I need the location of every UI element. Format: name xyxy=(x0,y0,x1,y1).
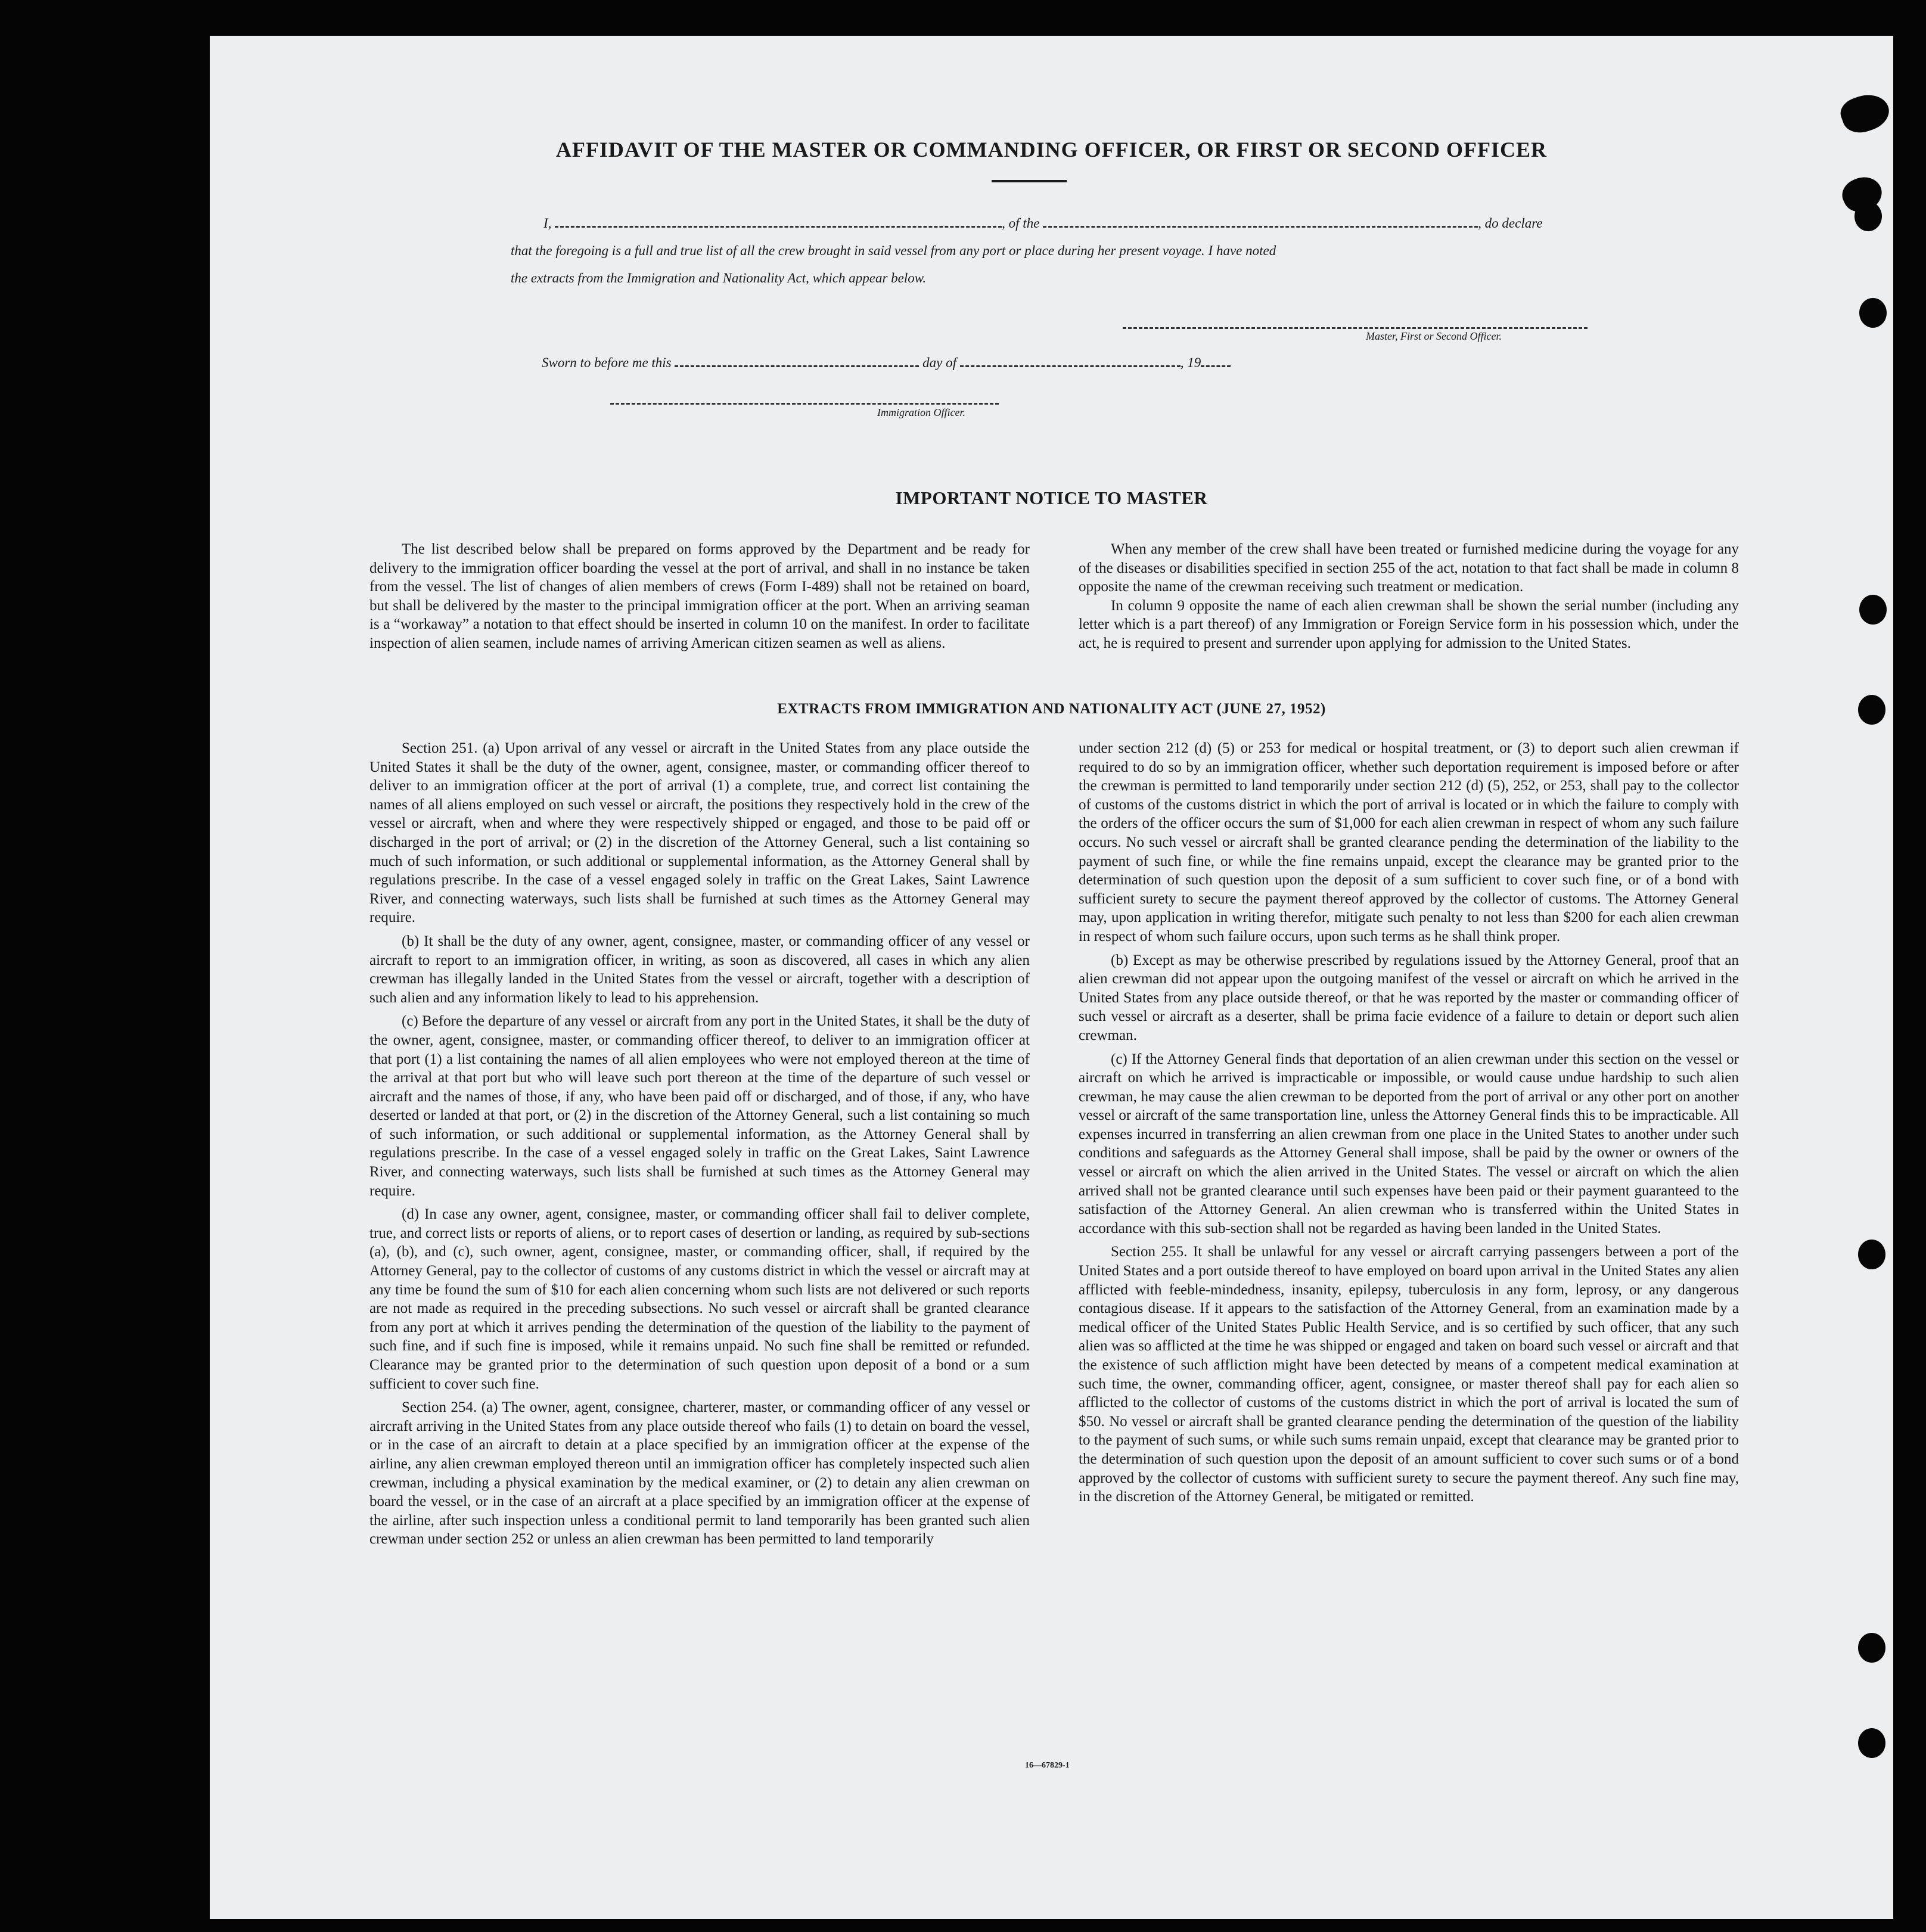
punch-hole xyxy=(1854,201,1882,231)
form-number: 16—67829-1 xyxy=(1025,1761,1070,1770)
officer-signature-line xyxy=(610,402,999,405)
notice-right-paragraph-2: In column 9 opposite the name of each alien crewman shall be shown the serial number (including any letter which is a part thereof) of any Immigration or Foreign Service form in his possession which, under the act, he is required to present and surrender upon applying for admission to the United States. xyxy=(1079,597,1739,651)
vessel-blank xyxy=(1043,225,1478,228)
notice-left-column xyxy=(369,540,1030,653)
sworn-month-blank xyxy=(960,365,1181,367)
punch-hole xyxy=(1858,695,1885,725)
sworn-day-of: day of xyxy=(922,355,956,370)
punch-hole xyxy=(1859,595,1887,625)
punch-hole xyxy=(1859,298,1887,328)
title-rule xyxy=(992,180,1067,182)
extracts-title: EXTRACTS FROM IMMIGRATION AND NATIONALITY ACT (JUNE 27, 1952) xyxy=(777,701,1326,717)
punch-hole xyxy=(1858,1240,1885,1269)
affidavit-i: I, xyxy=(543,216,552,231)
affidavit-declare: , do declare xyxy=(1478,216,1543,231)
extracts-right-column xyxy=(1079,739,1739,1511)
affidavit-line-3: the extracts from the Immigration and Nationality Act, which appear below. xyxy=(511,271,927,285)
extract-paragraph: (c) If the Attorney General finds that deportation of an alien crewman under this section on the vessel or aircraft on which he arrived is impracticable or impossible, or would cause undue hardship to such alien crewman, he may cause the alien crewman to be deported from the port of arrival or any other port on another vessel or aircraft of the same transportation line, unless the Attorney General finds this to be impracticable. All expenses incurred in transferring an alien crewman from one place in the United States to another under such conditions and safeguards as the Attorney General shall impose, shall be paid by the owner or owners of the vessel or aircraft on which the alien arrived in the United States. The vessel or aircraft on which the alien arrived shall not be granted clearance until such expenses have been paid or their payment guaranteed to the satisfaction of the Attorney General. An alien crewman who is transferred within the United States in accordance with this sub-section shall not be regarded as having been landed in the United States. xyxy=(1079,1051,1739,1237)
extract-paragraph: Section 254. (a) The owner, agent, consignee, charterer, master, or commanding officer of any vessel or aircraft arriving in the United States from any place outside thereof who fails (1) to detain on board the vessel, or in the case of an aircraft to detain at a place specified by an immigration officer at the expense of the airline, any alien crewman employed thereon until an immigration officer has completely inspected such alien crewman, including a physical examination by the medical examiner, or (2) to detain any alien crewman on board the vessel, or in the case of an aircraft at a place specified by an immigration officer at the expense of the airline, after such inspection unless a conditional permit to land temporarily has been granted such alien crewman under section 252 or unless an alien crewman has been permitted to land temporarily xyxy=(369,1399,1030,1548)
extract-paragraph: (b) Except as may be otherwise prescribed by regulations issued by the Attorney General, proof that an alien crewman did not appear upon the outgoing manifest of the vessel or aircraft on which he arrived in the United States from any place outside thereof, or that he was reported by the master or commanding officer of such vessel or aircraft as a deserter, shall be prima facie evidence of a failure to detain or deport such alien crewman. xyxy=(1079,952,1739,1043)
officer-signature-caption: Immigration Officer. xyxy=(877,406,965,418)
extract-paragraph: (c) Before the departure of any vessel or aircraft from any port in the United States, it shall be the duty of the owner, agent, consignee, master, or commanding officer thereof, to deliver to an immigration officer at that port (1) a list containing the names of all alien employees who were not employed thereon at the time of the arrival at that port but who will leave such port thereon at the time of the departure of such vessel or aircraft and the names of those, if any, who have been paid off or discharged, and of those, if any, who have deserted or landed at that port, or (2) in the discretion of the Attorney General, such a list containing so much of such information, or such additional or supplemental information, as the Attorney General shall by regulations prescribe. In the case of a vessel engaged solely in traffic on the Great Lakes, Saint Lawrence River, and connecting waterways, such lists shall be furnished at such times as the Attorney General may require. xyxy=(369,1013,1030,1199)
extract-paragraph: (b) It shall be the duty of any owner, agent, consignee, master, or commanding officer of any vessel or aircraft to report to an immigration officer, in writing, as soon as discovered, all cases in which any alien crewman has illegally landed in the United States from the vessel or aircraft, together with a description of such alien and any information likely to lead to his apprehension. xyxy=(369,933,1030,1006)
sworn-line xyxy=(542,349,1231,377)
notice-left-paragraph: The list described below shall be prepared on forms approved by the Department and be ready for delivery to the immigration officer boarding the vessel at the port of arrival, and shall in no instance be taken from the vessel. The list of changes of alien members of crews (Form I-489) shall not be retained on board, but shall be delivered by the master to the principal immigration officer at the port. When an arriving seaman is a “workaway” a notation to that effect should be inserted in column 10 on the manifest. In order to facilitate inspection of alien seamen, include names of arriving American citizen seamen as well as aliens. xyxy=(369,541,1030,651)
punch-hole xyxy=(1837,88,1894,138)
notice-title: IMPORTANT NOTICE TO MASTER xyxy=(895,487,1208,508)
affidavit-line-2: that the foregoing is a full and true list of all the crew brought in said vessel from any port or place during her present voyage. I have noted xyxy=(511,243,1276,258)
punch-hole xyxy=(1858,1728,1885,1758)
notice-right-paragraph-1: When any member of the crew shall have been treated or furnished medicine during the voyage for any of the diseases or disabilities specified in section 255 of the act, notation to that fact shall be made in column 8 opposite the name of the crewman receiving such treatment or medication. xyxy=(1079,541,1739,595)
punch-hole xyxy=(1858,1633,1885,1663)
master-signature-caption: Master, First or Second Officer. xyxy=(1366,330,1502,342)
sworn-prefix: Sworn to before me this xyxy=(542,355,672,370)
notice-right-column xyxy=(1079,540,1739,653)
extracts-left-column xyxy=(369,739,1030,1554)
extract-paragraph: Section 255. It shall be unlawful for any vessel or aircraft carrying passengers between a port of the United States and a port outside thereof to have employed on board upon arrival in the United States any alien afflicted with feeble-mindedness, insanity, epilepsy, tuberculosis in any form, leprosy, or any dangerous contagious disease. If it appears to the satisfaction of the Attorney General, from an examination made by a medical officer of the United States Public Health Service, and is so certified by such officer, that any such alien was so afflicted at the time he was shipped or engaged and taken on board such vessel or aircraft and that the existence of such affliction might have been detected by means of a competent medical examination at such time, the owner, commanding officer, agent, consignee, or master thereof shall pay for each alien so afflicted to the collector of customs of the customs district in which the port of arrival is located the sum of $50. No vessel or aircraft shall be granted clearance pending the determination of the question of the liability to the payment of such sums, or while such sums remain unpaid, except that clearance may be granted prior to the determination of such question upon the deposit of an amount sufficient to cover such sums or of a bond approved by the collector of customs with sufficient surety to secure the payment thereof. Any such fine may, in the discretion of the Attorney General, be mitigated or remitted. xyxy=(1079,1244,1739,1505)
name-blank xyxy=(555,225,1002,228)
affidavit-line-1 xyxy=(543,210,1543,237)
sworn-year-blank xyxy=(1201,365,1231,367)
affidavit-title: AFFIDAVIT OF THE MASTER OR COMMANDING OFFICER, OR FIRST OR SECOND OFFICER xyxy=(555,138,1548,161)
extract-paragraph: Section 251. (a) Upon arrival of any vessel or aircraft in the United States from any place outside the United States it shall be the duty of the owner, agent, consignee, master, or commanding officer thereof to deliver to an immigration officer at the port of arrival (1) a complete, true, and correct list containing the names of all aliens employed on such vessel or aircraft, the positions they respectively hold in the crew of the vessel or aircraft, when and where they were respectively shipped or engaged, and those to be paid off or discharged in the port of arrival; or (2) in the discretion of the Attorney General, such a list containing so much of such information, or such additional or supplemental information, as the Attorney General shall by regulations prescribe. In the case of a vessel engaged solely in traffic on the Great Lakes, Saint Lawrence River, and connecting waterways, such lists shall be furnished at such times as the Attorney General may require. xyxy=(369,740,1030,926)
extract-paragraph-continued: under section 212 (d) (5) or 253 for medical or hospital treatment, or (3) to deport such alien crewman if required to do so by an immigration officer, whether such deportation requirement is imposed before or after the crewman is permitted to land temporarily under section 212 (d) (5), 252, or 253, shall pay to the collector of customs of the customs district in which the port of arrival is located or in which the failure to comply with the orders of the officer occurs the sum of $1,000 for each alien crewman in respect of whom any such failure occurs. No such vessel or aircraft shall be granted clearance pending the determination of the liability to the payment of such fine, or while the fine remains unpaid, except the clearance may be granted prior to the determination of such question upon the deposit of a sum sufficient to cover such fine, or of a bond with sufficient surety to secure the payment thereof approved by the collector of customs. The Attorney General may, upon application in writing therefor, mitigate such penalty to not less than $200 for each alien crewman in respect of whom such failure occurs, upon such terms as he shall think proper. xyxy=(1079,740,1739,945)
master-signature-line xyxy=(1123,327,1588,329)
document-page xyxy=(210,36,1893,1919)
sworn-day-blank xyxy=(675,365,919,367)
extract-paragraph: (d) In case any owner, agent, consignee, master, or commanding officer shall fail to deliver complete, true, and correct lists or reports of aliens, or to report cases of desertion or landing, as required by sub-sections (a), (b), and (c), such owner, agent, consignee, master, or commanding officer, shall, if required by the Attorney General, pay to the collector of customs of any customs district in which the vessel or aircraft may at any time be found the sum of $10 for each alien concerning whom such lists are not delivered or such reports are not made as required in the preceding subsections. No such vessel or aircraft shall be granted clearance from any port at which it arrives pending the determination of the question of the liability to the payment of such fine, and if such fine is imposed, while it remains unpaid. No such fine shall be remitted or refunded. Clearance may be granted prior to the determination of such question upon deposit of a bond or a sum sufficient to cover such fine. xyxy=(369,1206,1030,1392)
affidavit-of-the: , of the xyxy=(1002,216,1040,231)
sworn-year: , 19 xyxy=(1180,355,1201,370)
